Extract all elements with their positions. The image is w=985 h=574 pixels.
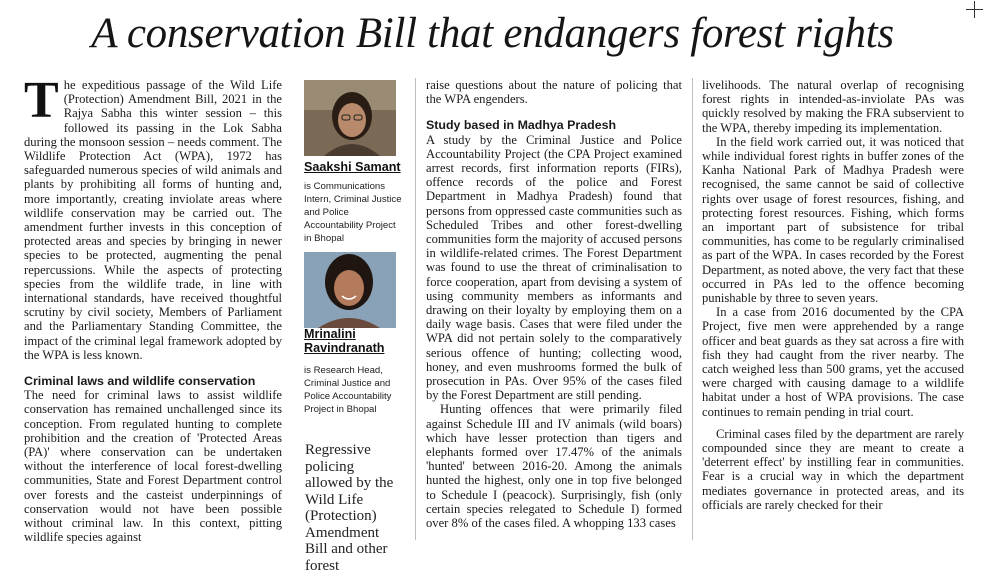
author-photo-saakshi bbox=[304, 80, 396, 156]
column-divider bbox=[692, 78, 693, 540]
column-1 bbox=[24, 72, 282, 545]
paragraph: A study by the Criminal Justice and Police Accountability Project (the CPA Project examined arrest records, first information reports (FIRs), offence records of the police and Forest Department in Madhya Pradesh) found that persons from oppressed caste communities such as Scheduled Tribes and other forest-dwelling communities form the majority of accused persons in wildlife-related crimes. The Forest Department was found to use the threat of criminalisation to force cooperation, apart from devising a system of using community members as informants and drawing on their loyalty by employing them on a daily wage basis. Cases that were filed under the WPA did not pertain solely to the comparatively serious offence of hunting; collecting wood, honey, and even mushrooms formed the bulk of prosecution in PAs. Over 95% of the cases filed by the Forest Department are still pending. bbox=[426, 132, 683, 403]
pull-quote: Regressive policing allowed by the Wild Life (Protection) Amendment Bill and other forest bbox=[305, 442, 394, 574]
column-divider bbox=[415, 78, 416, 540]
column-3 bbox=[702, 78, 964, 512]
author-bio-1: is Communications Intern, Criminal Justice and Police Accountability Project in Bhopal bbox=[304, 181, 402, 244]
intro-paragraph: The expeditious passage of the Wild Life (Protection) Amendment Bill, 2021 in the Rajya Sabha this winter session – this followed its passing in the Lok Sabha during the monsoon session – needs comment. The Wildlife Protection Act (WPA), 1972 has safeguarded numerous species of wild animals and plants by prohibiting all forms of hunting and, more importantly, creating inviolate areas where wildlife conservation may be carried out. The amendment further invests in this conception of protected areas and species by bringing in newer species to be protected, augmenting the penal repercussions. While the aspects of protecting species from the wildlife trade, in line with international standards, have received thoughtful scrutiny by civil society, Members of Parliament and the Parliamentary Standing Committee, the impact of the criminal legal framework adopted by the WPA is less known. bbox=[24, 72, 282, 362]
paragraph: Criminal cases filed by the department are rarely compounded since they are meant to create a 'deterrent effect' by instilling fear in communities. Fear is a crucial way in which the department mediates governance in protected areas, and its officials are rarely checked for their bbox=[702, 426, 964, 512]
drop-cap: T bbox=[24, 72, 59, 129]
author-name-2: Mrinalini Ravindranath bbox=[304, 327, 385, 355]
subhead-madhya-pradesh: Study based in Madhya Pradesh bbox=[426, 118, 617, 133]
paragraph: livelihoods. The natural overlap of recognising forest rights in intended-as-inviolate PAs was quickly resolved by making the FRA subservient to the WPA, thereby impeding its implementation. bbox=[702, 78, 964, 135]
author-photo-mrinalini bbox=[304, 252, 396, 328]
author-bio-2: is Research Head, Criminal Justice and Police Accountability Project in Bhopal bbox=[304, 365, 392, 415]
author-name-1: Saakshi Samant bbox=[304, 160, 401, 174]
paragraph: raise questions about the nature of policing that the WPA engenders. bbox=[426, 78, 682, 107]
paragraph: In a case from 2016 documented by the CPA Project, five men were apprehended by a range officer and beat guards as they sat across a fire with fish they had caught from the river nearby. The catch weighed less than 500 grams, yet the accused were charged with causing damage to a wildlife habitat under a host of WPA provisions. The case continues to remain pending in trial court. bbox=[702, 305, 964, 419]
paragraph: The need for criminal laws to assist wildlife conservation has remained unchallenged since its conception. From regulated hunting to complete prohibition and the creation of 'Protected Areas (PA)' where conservation can be undertaken without the interference of local forest-dwelling communities, State and Forest Department control over forests and the casteist underpinnings of conservation would not have been possible without criminal law. In this context, pitting wildlife species against bbox=[24, 388, 282, 545]
subhead-criminal-laws: Criminal laws and wildlife conservation bbox=[24, 374, 256, 389]
paragraph: Hunting offences that were primarily filed against Schedule III and IV animals (wild boars) which have lesser protection than tigers and elephants formed over 17.47% of the animals 'hunted' between 2016-20. Among the animals hunted the highest, only one in top five belonged to Schedule I (peacock). Surprisingly, fish (only certain species relegated to Schedule I) formed over 8% of the cases filed. A whopping 133 cases bbox=[426, 402, 682, 531]
headline: A conservation Bill that endangers forest rights bbox=[91, 10, 894, 57]
column-2 bbox=[426, 78, 682, 530]
crosshair-icon bbox=[966, 1, 983, 18]
paragraph: In the field work carried out, it was noticed that while individual forest rights in buffer zones of the Kanha National Park of Madhya Pradesh were recognised, the same cannot be said of collective rights over usage of forest resources, fishing, and protecting forest resources. Fishing, which forms an important part of subsistence for tribal communities, has come to be regularly criminalised as part of the WPA. In cases recorded by the Forest Department, as noted above, the very fact that these occurred in PAs led to the offence becoming punishable by three to seven years. bbox=[702, 134, 964, 306]
